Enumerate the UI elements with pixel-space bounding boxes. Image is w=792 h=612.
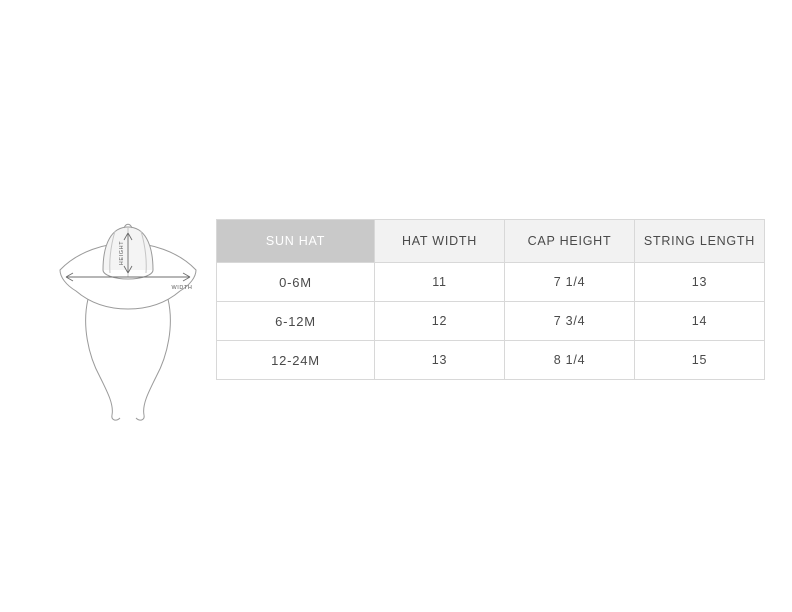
column-header-hat-width: HAT WIDTH — [375, 220, 505, 263]
cell-size: 6-12M — [217, 302, 375, 341]
cell-cap-height: 7 3/4 — [505, 302, 635, 341]
cell-hat-width: 13 — [375, 341, 505, 380]
table-row — [217, 341, 765, 380]
width-label: WIDTH — [171, 285, 193, 291]
table-row — [217, 302, 765, 341]
sun-hat-drawing — [48, 215, 208, 425]
cell-string-length: 15 — [635, 341, 765, 380]
sun-hat-illustration — [48, 215, 208, 425]
cell-string-length: 13 — [635, 263, 765, 302]
table-header-row — [217, 220, 765, 263]
size-chart-table — [216, 219, 765, 380]
table-row — [217, 263, 765, 302]
height-label: HEIGHT — [119, 240, 125, 266]
cell-size: 0-6M — [217, 263, 375, 302]
cell-cap-height: 8 1/4 — [505, 341, 635, 380]
cell-cap-height: 7 1/4 — [505, 263, 635, 302]
column-header-cap-height: CAP HEIGHT — [505, 220, 635, 263]
cell-hat-width: 12 — [375, 302, 505, 341]
cell-hat-width: 11 — [375, 263, 505, 302]
column-header-sun-hat: SUN HAT — [217, 220, 375, 263]
column-header-string-length: STRING LENGTH — [635, 220, 765, 263]
cell-size: 12-24M — [217, 341, 375, 380]
cell-string-length: 14 — [635, 302, 765, 341]
